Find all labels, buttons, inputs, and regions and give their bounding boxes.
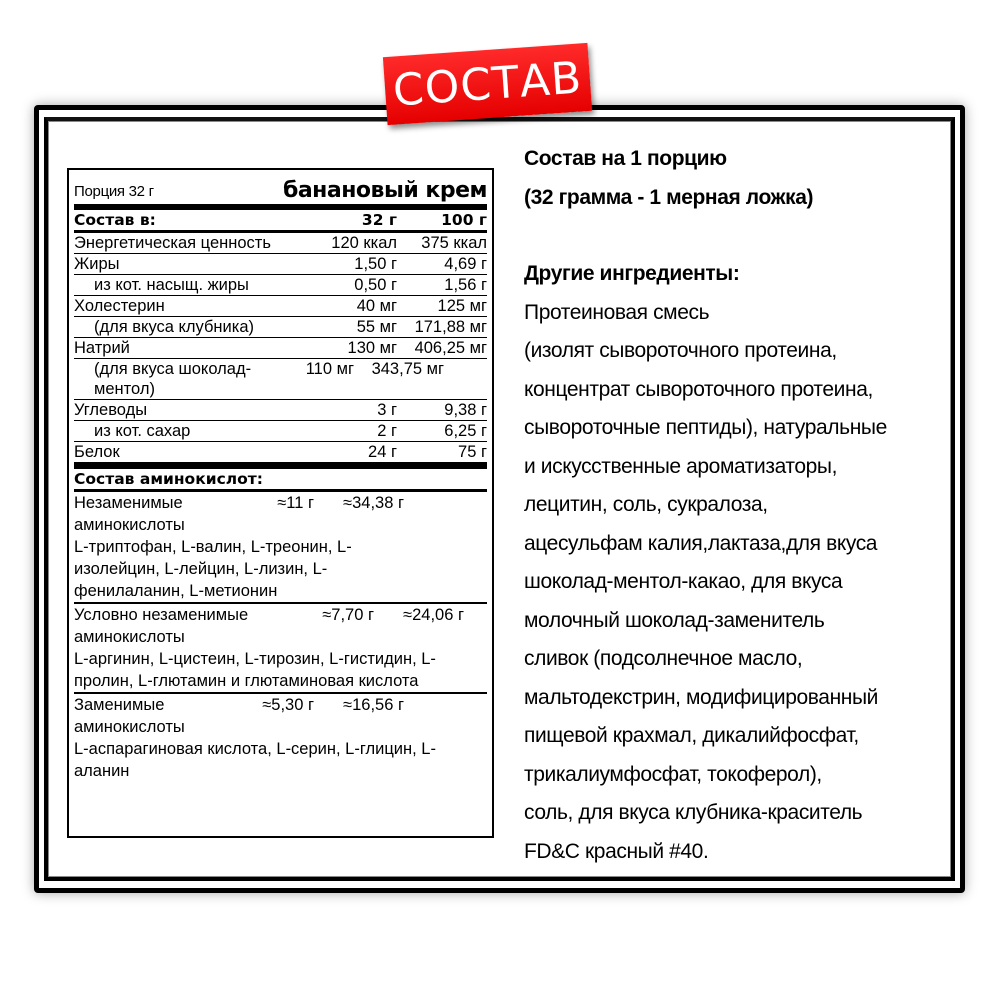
serving-line-2: (32 грамма - 1 мерная ложка) bbox=[524, 185, 814, 209]
badge-label: СОСТАВ bbox=[391, 51, 584, 117]
amino-value-100g: ≈16,56 г bbox=[343, 696, 404, 714]
column-header-row bbox=[74, 210, 487, 233]
amino-group-conditional bbox=[74, 604, 487, 694]
row-value-100g: 406,25 мг bbox=[414, 339, 487, 357]
row-value-100g: 4,69 г bbox=[444, 255, 487, 273]
row-value-100g: 171,88 мг bbox=[414, 318, 487, 336]
row-value-32g: 130 мг bbox=[347, 339, 397, 357]
amino-group-label: Заменимые аминокислоты bbox=[74, 696, 185, 736]
amino-value-100g: ≈34,38 г bbox=[343, 494, 404, 512]
amino-value-32g: ≈5,30 г bbox=[262, 696, 314, 714]
row-value-100g: 125 мг bbox=[437, 297, 487, 315]
table-header bbox=[74, 170, 487, 210]
table-row bbox=[74, 296, 487, 317]
amino-list: L-аргинин, L-цистеин, L-тирозин, L-гистидин, L-пролин, L-глютамин и глютаминовая кислота bbox=[74, 650, 436, 690]
column-header-32g: 32 г bbox=[361, 211, 397, 229]
row-label: (для вкуса шоколад-ментол) bbox=[94, 360, 252, 398]
portion-size: Порция 32 г bbox=[74, 183, 154, 200]
ingredient-line: пищевой крахмал, дикалийфосфат, bbox=[524, 724, 859, 747]
amino-group-nonessential bbox=[74, 694, 487, 782]
row-value-100g: 6,25 г bbox=[444, 422, 487, 440]
row-value-32g: 0,50 г bbox=[354, 276, 397, 294]
row-value-32g: 110 мг bbox=[305, 360, 354, 378]
column-header-label: Состав в: bbox=[74, 211, 156, 229]
row-value-100g: 9,38 г bbox=[444, 401, 487, 419]
table-row bbox=[74, 275, 487, 296]
serving-line-1: Состав на 1 порцию bbox=[524, 147, 727, 170]
row-label: Энергетическая ценность bbox=[74, 234, 271, 252]
row-label: Холестерин bbox=[74, 297, 165, 315]
flavor-title: банановый крем bbox=[282, 178, 487, 203]
ingredient-line: ацесульфам калия,лактаза,для вкуса bbox=[524, 531, 878, 555]
row-label: из кот. сахар bbox=[94, 422, 191, 440]
row-value-32g: 40 мг bbox=[356, 297, 397, 315]
column-header-100g: 100 г bbox=[441, 211, 487, 229]
row-value-100g: 75 г bbox=[458, 443, 487, 461]
ingredient-line: концентрат сывороточного протеина, bbox=[524, 377, 873, 401]
amino-value-100g: ≈24,06 г bbox=[403, 606, 464, 624]
row-value-100g: 343,75 мг bbox=[371, 360, 444, 378]
ingredient-line: (изолят сывороточного протеина, bbox=[524, 339, 837, 362]
amino-list: L-триптофан, L-валин, L-треонин, L-изолейцин, L-лейцин, L-лизин, L-фенилаланин, L-метионин bbox=[74, 538, 352, 600]
ingredient-line: Протеиновая смесь bbox=[524, 300, 710, 324]
section-badge bbox=[383, 43, 592, 125]
row-label: Углеводы bbox=[74, 401, 148, 419]
row-value-32g: 120 ккал bbox=[331, 234, 397, 252]
row-value-32g: 24 г bbox=[368, 443, 397, 461]
row-value-32g: 55 мг bbox=[356, 318, 397, 336]
ingredient-line: молочный шоколад-заменитель bbox=[524, 608, 825, 632]
other-ingredients-title: Другие ингредиенты: bbox=[524, 262, 740, 285]
row-value-32g: 1,50 г bbox=[354, 255, 397, 273]
table-row bbox=[74, 233, 487, 254]
table-row bbox=[74, 400, 487, 421]
amino-value-32g: ≈7,70 г bbox=[322, 606, 374, 624]
table-row bbox=[74, 359, 487, 400]
table-row bbox=[74, 317, 487, 338]
ingredient-line: FD&C красный #40. bbox=[524, 839, 709, 863]
amino-value-32g: ≈11 г bbox=[277, 494, 314, 512]
ingredient-line: соль, для вкуса клубника-краситель bbox=[524, 801, 863, 824]
row-value-100g: 375 ккал bbox=[421, 234, 487, 252]
table-row bbox=[74, 442, 487, 469]
row-label: (для вкуса клубника) bbox=[94, 318, 255, 336]
amino-group-label: Условно незаменимые аминокислоты bbox=[74, 606, 249, 646]
ingredients-panel bbox=[524, 140, 954, 871]
amino-title-label: Состав аминокислот: bbox=[74, 470, 263, 488]
ingredient-line: и искусственные ароматизаторы, bbox=[524, 454, 838, 478]
row-label: из кот. насыщ. жиры bbox=[94, 276, 249, 294]
amino-list: L-аспарагиновая кислота, L-серин, L-глицин, L-аланин bbox=[74, 740, 436, 780]
row-value-32g: 3 г bbox=[377, 401, 397, 419]
row-label: Жиры bbox=[74, 255, 120, 273]
row-label: Натрий bbox=[74, 339, 130, 357]
ingredient-line: сывороточные пептиды), натуральные bbox=[524, 416, 887, 439]
table-row bbox=[74, 421, 487, 442]
row-label: Белок bbox=[74, 443, 120, 461]
ingredient-line: лецитин, соль, сукралоза, bbox=[524, 493, 768, 516]
ingredient-line: шоколад-ментол-какао, для вкуса bbox=[524, 570, 843, 593]
amino-section-title bbox=[74, 469, 487, 492]
amino-group-label: Незаменимые аминокислоты bbox=[74, 494, 185, 534]
ingredient-line: трикалиумфосфат, токоферол), bbox=[524, 762, 822, 786]
ingredient-line: сливок (подсолнечное масло, bbox=[524, 647, 803, 670]
row-value-32g: 2 г bbox=[377, 422, 397, 440]
row-value-100g: 1,56 г bbox=[444, 276, 487, 294]
amino-group-essential bbox=[74, 492, 487, 604]
ingredient-line: мальтодекстрин, модифицированный bbox=[524, 685, 879, 709]
table-row bbox=[74, 338, 487, 359]
nutrition-table bbox=[67, 168, 494, 838]
table-row bbox=[74, 254, 487, 275]
